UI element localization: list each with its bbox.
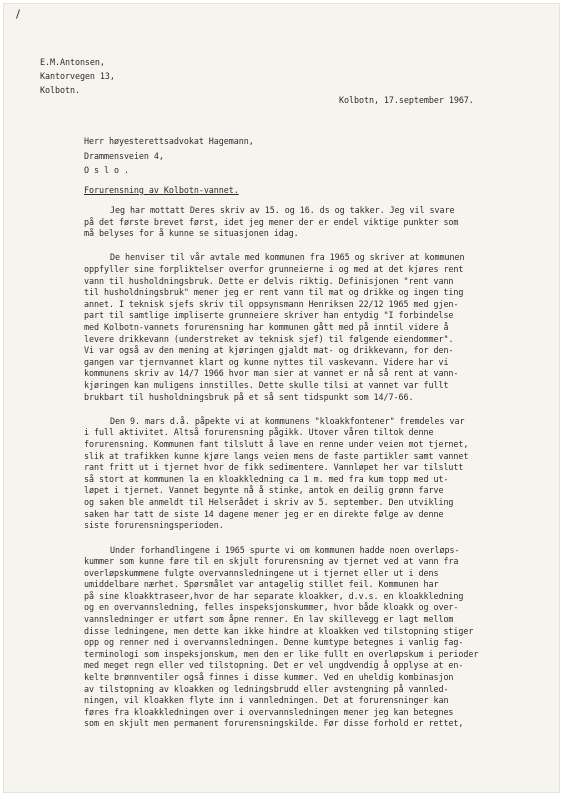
body-line: forurensning. Kommunen fant tilslutt å lave en renne under veien mot tjernet, (84, 439, 469, 450)
body-line: og saken ble anmeldt til Helserådet i skriv av 5. september. Den utvikling (84, 497, 454, 508)
body-line: kummer som kunne føre til en skjult forurensning av tjernet ved at vann fra (84, 556, 459, 567)
body-line: Under forhandlingene i 1965 spurte vi om kommunen hadde noen overløps- (110, 544, 460, 555)
body-line: overløpskummene fulgte overvannsledningene ut i tjernet eller ut i dens (84, 567, 439, 578)
recipient-street: Drammensveien 4, (84, 150, 164, 161)
body-line: part til samtlige impliserte grunneiere skriver han entydig "I forbindelse (84, 310, 454, 321)
sender-name: E.M.Antonsen, (40, 57, 105, 67)
body-line: saken har tatt de siste 14 dagene mener jeg er en direkte følge av denne (84, 508, 444, 519)
sender-town: Kolbotn. (40, 85, 80, 95)
sender-street: Kantorvegen 13, (40, 71, 115, 81)
body-line: vann til husholdningsbruk. Dette er delvis riktig. Definisjonen "rent vann (84, 275, 454, 286)
body-line: levere drikkevann (understreket av teknisk sjef) til følgende eiendommer". (84, 333, 454, 344)
body-line: og en overvannsledning, felles inspeksjonskummer, hvor både kloakk og over- (84, 602, 459, 613)
letter-body (84, 205, 544, 743)
body-line: opp og renner ned i overvannsledningen. Denne kumtype betegnes i vanlig fag- (84, 637, 464, 648)
body-paragraph (84, 252, 544, 403)
body-line: Vi var også av den mening at kjøringen gjaldt mat- og drikkevann, for den- (84, 345, 454, 356)
body-line: så stort at kommunen la en kloakkledning ca 1 m. med fra kum topp med ut- (84, 473, 449, 484)
body-line: vannsledninger er utført som åpne renner. En lav skillevegg er lagt mellom (84, 614, 454, 625)
body-line: gangen var tjernvannet klart og kunne nyttes til vaskevann. Videre har vi (84, 356, 449, 367)
sender-address (40, 55, 115, 97)
subject-line: Forurensning av Kolbotn-vannet. (84, 185, 239, 195)
recipient-name: Herr høyesterettsadvokat Hagemann, (84, 136, 254, 146)
body-line: som en skjult men permanent forurensningskilde. Før disse forhold er rettet, (84, 718, 464, 729)
body-line: De henviser til vår avtale med kommunen fra 1965 og skriver at kommunen (110, 252, 465, 263)
body-line: føres fra kloakkledningen over i overvannsledningen mener jeg kan betegnes (84, 706, 454, 717)
body-line: i full aktivitet. Altså forurensning pågikk. Utover våren tiltok denne (84, 427, 434, 438)
body-line: må belyses for å kunne se situasjonen idag. (84, 228, 299, 239)
body-line: annet. I teknisk sjefs skriv til oppsynsmann Henriksen 22/12 1965 med gjen- (84, 298, 459, 309)
body-line: løpet i tjernet. Vannet begynte nå å stinke, antok en deilig grønn farve (84, 485, 444, 496)
body-paragraph (84, 416, 544, 532)
body-line: siste forurensningsperioden. (84, 520, 224, 531)
body-line: terminologi som inspeksjonskum, men den er like fullt en overløpskum i perioder (84, 648, 479, 659)
body-line: ningen, vil kloakken flyte inn i vannledningen. Det at forurensninger kan (84, 695, 449, 706)
body-line: kjøringen kan muligens innstilles. Dette skulle tilsi at vannet var fullt (84, 380, 449, 390)
body-line: disse ledningene, men dette kan ikke hindre at kloakken ved tilstopning stiger (84, 625, 474, 636)
body-line: av tilstopning av kloakken og ledningsbrudd eller avstengning på vannled- (84, 683, 449, 694)
body-line: brukbart til husholdningsbruk på et så sent tidspunkt som 14/7-66. (84, 391, 414, 402)
body-line: med meget regn eller ved tilstopning. Det er vel ungdvendig å opplyse at en- (84, 660, 464, 671)
letter-page (3, 3, 560, 793)
body-line: på det første brevet først, idet jeg mener der er endel viktige punkter som (84, 216, 459, 227)
body-line: Den 9. mars d.å. påpekte vi at kommunens "kloakkfontener" fremdeles var (110, 415, 465, 426)
body-line: slik at trafikken kunne kjøre langs veien mens de faste partikler samt vannet (84, 450, 469, 461)
recipient-address (84, 134, 254, 178)
body-line: til husholdningsbruk" mener jeg er rent vann til mat og drikke og ingen ting (84, 287, 464, 298)
body-line: på sine kloakktraseer,hvor de har separate kloakker, d.v.s. en kloakkledning (84, 590, 464, 601)
body-paragraph (84, 545, 544, 731)
body-line: Jeg har mottatt Deres skriv av 15. og 16. ds og takker. Jeg vil svare (110, 205, 455, 215)
letter-date: Kolbotn, 17.september 1967. (339, 95, 474, 105)
recipient-city: O s l o . (84, 165, 129, 175)
body-line: rant fritt ut i tjernet hvor de fikk sedimentere. Vannløpet her var tilslutt (84, 462, 464, 473)
body-line: kelte brønnventiler også finnes i disse kummer. Ved en uheldig kombinasjon (84, 672, 454, 683)
pen-mark-icon (15, 9, 21, 19)
body-line: med Kolbotn-vannets forurensning har kommunen gått med på inntil videre å (84, 322, 449, 333)
body-line: oppfyller sine forpliktelser overfor grunneierne i og med at det kjøres rent (84, 264, 464, 275)
body-line: kommunens skriv av 14/7 1966 hvor man sier at vannet er nå så rent at vann- (84, 368, 459, 379)
body-paragraph (84, 205, 544, 240)
body-line: umiddelbare nærhet. Spørsmålet var antagelig stillet feil. Kommunen har (84, 579, 439, 590)
